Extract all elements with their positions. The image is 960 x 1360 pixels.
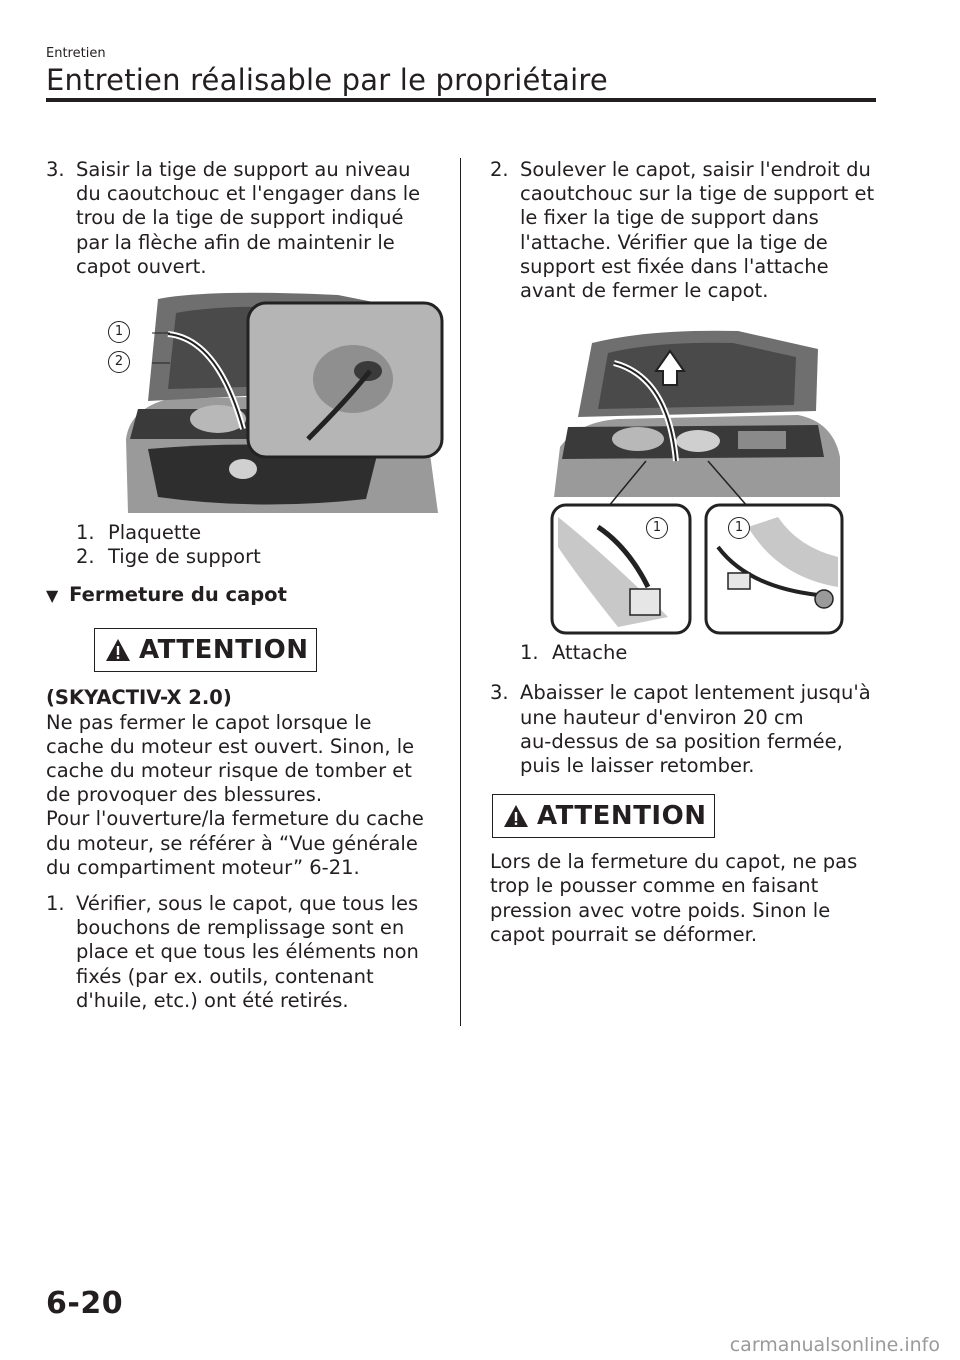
step-line: capot ouvert. [76,254,207,278]
step-number: 2. [490,158,509,181]
step-3-left [46,158,438,279]
figure-1-legend [76,521,438,569]
right-column [490,158,890,947]
callout-1: 1 [108,321,130,343]
page-header [46,46,876,98]
legend-item: 2. Tige de support [76,545,261,569]
car-hood-clip-illustration [548,327,844,635]
section-label: Entretien [46,46,106,61]
warning-triangle-icon [503,804,529,828]
warning-text-right: Lors de la fermeture du capot, ne pas trop le pousser comme en faisant pression avec votre poids. Sinon le capot pourrait se déformer. [490,850,858,946]
step-2-right: 2. Soulever le capot, saisir l'endroit du caoutchouc sur la tige de support et le fixer la tige de support dans l'attache. Vérifier que la tige de support est fixée dans l'attache avant de fermer le capot. [490,158,875,303]
left-column [46,158,438,1013]
step-line: par la flèche afin de maintenir le [76,230,395,254]
attention-label: ATTENTION [139,635,309,666]
warning-title: (SKYACTIV-X 2.0) [46,686,232,710]
step-line: trou de la tige de support indiqué [76,206,404,230]
attention-box-left [94,628,438,672]
step-line: Saisir la tige de support au niveau [76,158,411,181]
warning-text-left: (SKYACTIV-X 2.0) Ne pas fermer le capot lorsque le cache du moteur est ouvert. Sinon, le cache du moteur risque de tomber et de provoquer des blessures. Pour l'ouverture/la fermeture du cache du moteur, se référer à “Vue générale du compartiment moteur” 6-21. [46,686,438,880]
warning-triangle-icon [105,638,131,662]
step-number: 1. [46,892,65,916]
down-triangle-icon: ▼ [46,586,59,606]
watermark: carmanualsonline.info [729,1334,940,1356]
page-number: 6-20 [46,1286,124,1321]
callout-1-right-inset: 1 [728,517,750,539]
page-title: Entretien réalisable par le propriétaire [46,63,608,97]
car-hood-open-illustration [108,289,444,513]
figure-support-rod-clip [548,327,844,635]
callout-1-left-inset: 1 [646,517,668,539]
step-line: du caoutchouc et l'engager dans le [76,182,421,206]
figure-hood-support-rod [108,289,444,513]
legend-item: 1. Attache [520,641,628,665]
attention-box-right [492,794,890,838]
step-3-right: 3. Abaisser le capot lentement jusqu'à une hauteur d'environ 20 cm au-dessus de sa position fermée, puis le laisser retomber. [490,681,871,778]
step-number: 3. [490,681,509,705]
header-rule [46,98,876,102]
step-1-left: 1. Vérifier, sous le capot, que tous les bouchons de remplissage sont en place et que tous les éléments non fixés (par ex. outils, contenant d'huile, etc.) ont été retirés. [46,892,419,1012]
figure-2-legend [520,641,890,665]
step-number: 3. [46,158,65,181]
callout-2: 2 [108,351,130,373]
subheading-hood-closing: ▼ Fermeture du capot [46,583,287,607]
legend-item: 1. Plaquette [76,521,202,545]
attention-label: ATTENTION [537,801,707,832]
column-divider [460,158,461,1026]
